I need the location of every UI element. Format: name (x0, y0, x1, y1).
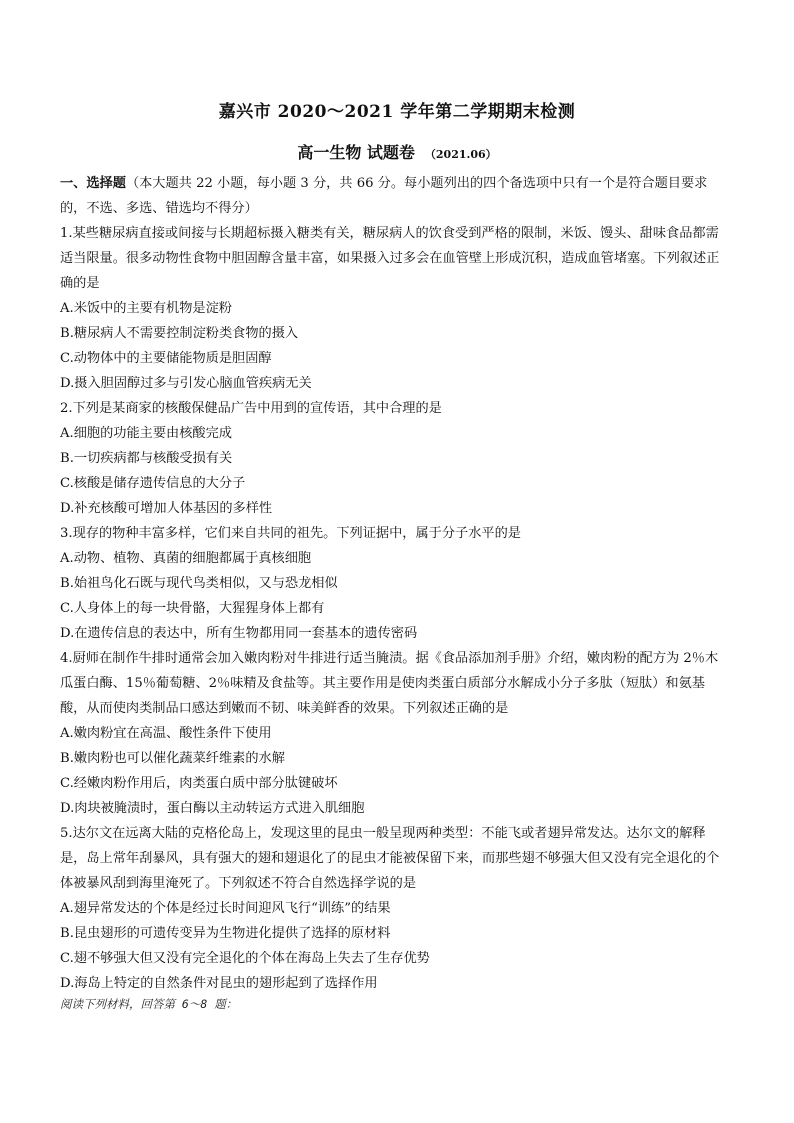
question-stem: 3.现存的物种丰富多样，它们来自共同的祖先。下列证据中，属于分子水平的是 (60, 526, 521, 541)
option-d: D.在遗传信息的表达中，所有生物都用同一套基本的遗传密码 (60, 626, 418, 641)
option-b: B.始祖鸟化石既与现代鸟类相似，又与恐龙相似 (60, 576, 338, 591)
question-stem: 1.某些糖尿病直接或间接与长期超标摄入糖类有关，糖尿病人的饮食受到严格的限制，米饭、馒头、甜味食品都需适当限量。很多动物性食物中胆固醇含量丰富，如果摄入过多会在血管壁上形成沉积，造成血管堵塞。下列叙述正确的是 (60, 226, 720, 291)
option-d: D.肉块被腌渍时，蛋白酶以主动转运方式进入肌细胞 (60, 801, 365, 816)
option-c: C.经嫩肉粉作用后，肉类蛋白质中部分肽键破坏 (60, 776, 338, 791)
option-d: D.海岛上特定的自然条件对昆虫的翅形起到了选择作用 (60, 976, 378, 991)
exam-title: 嘉兴市 2020～2021 学年第二学期期末检测 (218, 102, 576, 122)
question-stem: 5.达尔文在远离大陆的克格伦岛上，发现这里的昆虫一般呈现两种类型：不能飞或者翅异常发达。达尔文的解释是，岛上常年刮暴风，具有强大的翅和翅退化了的昆虫才能被保留下来，而那些翅不够强大但又没有完全退化的个体被暴风刮到海里淹死了。下列叙述不符合自然选择学说的是 (60, 826, 720, 891)
section-heading: 一、选择题 (60, 176, 126, 191)
option-a: A.细胞的功能主要由核酸完成 (60, 426, 232, 441)
subject-title: 高一生物 试题卷 (297, 143, 415, 162)
option-c: C.核酸是储存遗传信息的大分子 (60, 476, 246, 491)
exam-body (60, 171, 730, 996)
option-a: A.动物、植物、真菌的细胞都属于真核细胞 (60, 551, 312, 566)
option-a: A.翅异常发达的个体是经过长时间迎风飞行“训练”的结果 (60, 901, 391, 916)
option-c: C.动物体中的主要储能物质是胆固醇 (60, 351, 272, 366)
exam-date: （2021.06） (424, 148, 497, 161)
option-b: B.一切疾病都与核酸受损有关 (60, 451, 233, 466)
exam-subtitle (0, 140, 794, 163)
question-stem: 4.厨师在制作牛排时通常会加入嫩肉粉对牛排进行适当腌渍。据《食品添加剂手册》介绍，嫩肉粉的配方为 2％木瓜蛋白酶、15％葡萄糖、2％味精及食盐等。其主要作用是使肉类蛋白质部分水解成小分子多肽（短肽）和氨基酸，从而使肉类制品口感达到嫩而不韧、味美鲜香的效果。下列叙述正确的是 (60, 651, 719, 716)
option-a: A.米饭中的主要有机物是淀粉 (60, 301, 232, 316)
option-c: C.人身体上的每一块骨骼，大猩猩身体上都有 (60, 601, 325, 616)
option-b: B.嫩肉粉也可以催化蔬菜纤维素的水解 (60, 751, 285, 766)
section-intro (60, 171, 730, 221)
option-c: C.翅不够强大但又没有完全退化的个体在海岛上失去了生存优势 (60, 951, 430, 966)
option-d: D.补充核酸可增加人体基因的多样性 (60, 501, 273, 516)
option-a: A.嫩肉粉宜在高温、酸性条件下使用 (60, 726, 272, 741)
question-stem: 2.下列是某商家的核酸保健品广告中用到的宣传语，其中合理的是 (60, 401, 442, 416)
reading-prompt: 阅读下列材料，回答第 6～8 题： (60, 997, 238, 1011)
option-b: B.糖尿病人不需要控制淀粉类食物的摄入 (60, 326, 299, 341)
option-d: D.摄入胆固醇过多与引发心脑血管疾病无关 (60, 376, 312, 391)
section-instructions: （本大题共 22 小题，每小题 3 分，共 66 分。每小题列出的四个备选项中只有一个是符合题目要求的，不选、多选、错选均不得分） (60, 176, 708, 216)
option-b: B.昆虫翅形的可遗传变异为生物进化提供了选择的原材料 (60, 926, 391, 941)
